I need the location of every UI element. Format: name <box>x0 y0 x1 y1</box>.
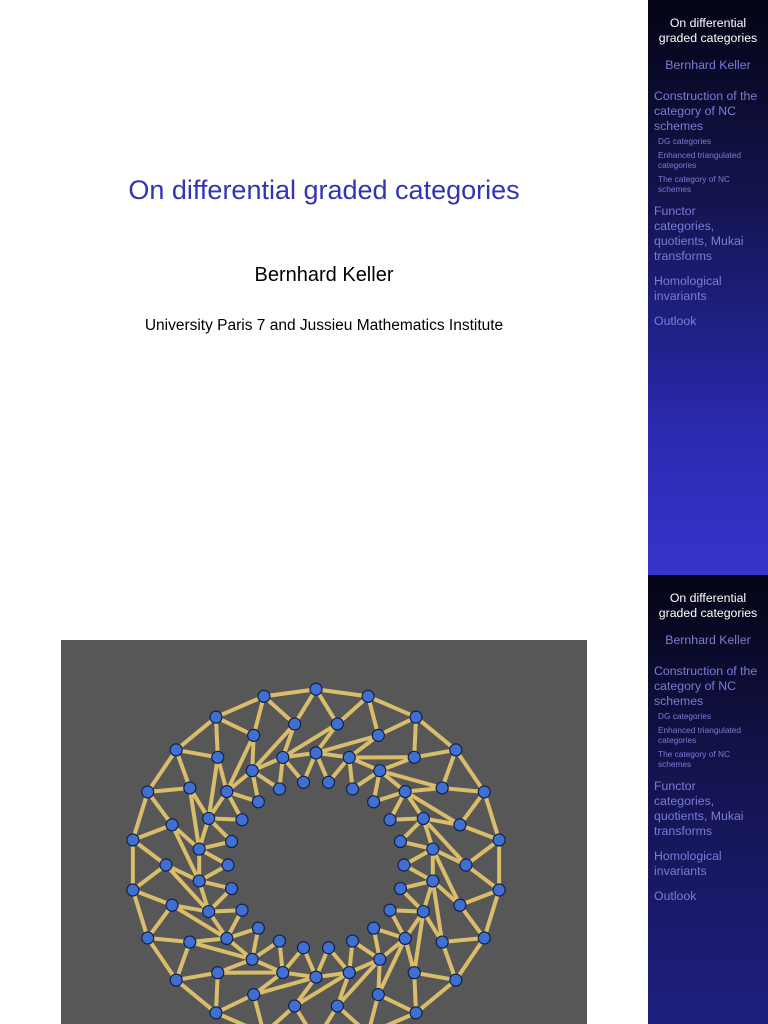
lattice-rod <box>216 1013 264 1024</box>
lattice-node <box>408 967 420 979</box>
lattice-node <box>410 711 422 723</box>
sidebar-item-label: category of NC <box>654 679 737 693</box>
sidebar-title[interactable] <box>648 575 768 620</box>
lattice-node <box>331 1000 343 1012</box>
lattice-node <box>248 989 260 1001</box>
lattice-rod <box>316 689 368 696</box>
lattice-node <box>226 835 238 847</box>
lattice-rod <box>456 938 484 980</box>
sidebar-item-label: categories, <box>654 794 715 808</box>
sidebar-sections <box>648 89 768 329</box>
sidebar-item-label: categories, <box>654 219 715 233</box>
lattice-rod <box>216 696 264 717</box>
torus-lattice-figure <box>61 640 587 1024</box>
sidebar-item-label: Functor <box>654 779 696 793</box>
lattice-node <box>347 935 359 947</box>
sidebar-item-label: transforms <box>654 824 713 838</box>
sidebar-title-line: On differential <box>669 16 747 30</box>
sidebar-item-label: schemes <box>654 694 704 708</box>
lattice-node <box>331 718 343 730</box>
sidebar-item-construction[interactable] <box>654 664 764 769</box>
lattice-node <box>398 859 410 871</box>
lattice-node <box>310 747 322 759</box>
lattice-node <box>374 953 386 965</box>
sidebar-subitem-label: categories <box>658 160 697 170</box>
sidebar-subitem-dg-categories[interactable] <box>658 136 764 146</box>
lattice-node <box>454 899 466 911</box>
lattice-node <box>127 884 139 896</box>
lattice-node <box>460 859 472 871</box>
lattice-node <box>252 796 264 808</box>
lattice-node <box>478 786 490 798</box>
lattice-node <box>166 899 178 911</box>
lattice-node <box>310 683 322 695</box>
sidebar-item-outlook[interactable] <box>654 889 764 904</box>
lattice-node <box>384 814 396 826</box>
lattice-node <box>203 812 215 824</box>
lattice-node <box>258 690 270 702</box>
lattice-node <box>399 786 411 798</box>
sidebar-subitem-dg-categories[interactable] <box>658 711 764 721</box>
lattice-node <box>127 834 139 846</box>
lattice-node <box>212 751 224 763</box>
lattice-rod <box>148 938 176 980</box>
lattice-node <box>372 729 384 741</box>
lattice-node <box>246 765 258 777</box>
sidebar-subitem-enhanced-triangulated[interactable] <box>658 150 764 170</box>
sidebar-item-label: Homological <box>654 849 722 863</box>
lattice-rod <box>416 980 456 1013</box>
sidebar-item-label: schemes <box>654 119 704 133</box>
lattice-node <box>343 751 355 763</box>
sidebar-subitem-label: The category of NC <box>658 749 730 759</box>
lattice-node <box>368 796 380 808</box>
lattice-rod <box>227 735 254 791</box>
lattice-node <box>222 859 234 871</box>
sidebar-item-label: transforms <box>654 249 713 263</box>
lattice-rod <box>148 750 176 792</box>
sidebar-item-label: Outlook <box>654 889 697 903</box>
lattice-node <box>273 783 285 795</box>
sidebar-item-label: Homological <box>654 274 722 288</box>
sidebar-subitem-nc-schemes[interactable] <box>658 749 764 769</box>
lattice-node <box>212 967 224 979</box>
lattice-rod <box>484 792 499 840</box>
sidebar-item-construction[interactable] <box>654 89 764 194</box>
lattice-node <box>368 922 380 934</box>
lattice-node <box>277 751 289 763</box>
lattice-node <box>493 884 505 896</box>
lattice-node <box>493 834 505 846</box>
lattice-rod <box>484 890 499 938</box>
lattice-node <box>221 786 233 798</box>
lattice-node <box>170 974 182 986</box>
lattice-node <box>450 974 462 986</box>
sidebar-item-label: quotients, Mukai <box>654 234 744 248</box>
sidebar-subitem-label: The category of NC <box>658 174 730 184</box>
sidebar-item-homological-invariants[interactable] <box>654 849 764 879</box>
lattice-node <box>417 906 429 918</box>
lattice-node <box>226 883 238 895</box>
slide-main <box>0 575 648 1024</box>
lattice-node <box>166 819 178 831</box>
lattice-node <box>436 782 448 794</box>
lattice-node <box>410 1007 422 1019</box>
torus-lattice-icon <box>61 640 587 1024</box>
lattice-rod <box>176 717 216 750</box>
sidebar-item-homological-invariants[interactable] <box>654 274 764 304</box>
navigation-sidebar <box>648 0 768 575</box>
lattice-node <box>427 875 439 887</box>
lattice-node <box>478 932 490 944</box>
lattice-node <box>394 883 406 895</box>
lattice-node <box>323 776 335 788</box>
slide-institution: University Paris 7 and Jussieu Mathematics Institute <box>144 317 504 334</box>
lattice-rod <box>264 689 316 696</box>
lattice-node <box>454 819 466 831</box>
lattice-node <box>142 932 154 944</box>
sidebar-item-label: Outlook <box>654 314 697 328</box>
lattice-node <box>372 989 384 1001</box>
sidebar-title-line: graded categories <box>658 605 758 620</box>
sidebar-item-outlook[interactable] <box>654 314 764 329</box>
lattice-rod <box>133 792 148 840</box>
lattice-node <box>142 786 154 798</box>
lattice-node <box>273 935 285 947</box>
lattice-node <box>436 936 448 948</box>
lattice-node <box>170 744 182 756</box>
sidebar-subitem-label: DG categories <box>658 711 712 721</box>
lattice-node <box>310 971 322 983</box>
lattice-node <box>417 812 429 824</box>
sidebar-subitem-label: DG categories <box>658 136 712 146</box>
figure-slide <box>0 575 768 1024</box>
sidebar-subitem-label: schemes <box>658 184 692 194</box>
lattice-node <box>236 904 248 916</box>
sidebar-subsections <box>658 711 764 769</box>
sidebar-item-label: invariants <box>654 289 707 303</box>
sidebar-item-label: Construction of the <box>654 664 758 678</box>
sidebar-sections <box>648 664 768 904</box>
sidebar-item-label: quotients, Mukai <box>654 809 744 823</box>
sidebar-subitem-label: schemes <box>658 759 692 769</box>
sidebar-subitem-enhanced-triangulated[interactable] <box>658 725 764 745</box>
sidebar-author[interactable]: Bernhard Keller <box>665 633 751 647</box>
lattice-node <box>277 967 289 979</box>
slide-author: Bernhard Keller <box>254 264 394 286</box>
lattice-node <box>289 718 301 730</box>
lattice-node <box>252 922 264 934</box>
lattice-node <box>184 936 196 948</box>
lattice-node <box>297 776 309 788</box>
sidebar-title-line: graded categories <box>658 30 758 45</box>
lattice-rod <box>456 750 484 792</box>
sidebar-subitem-nc-schemes[interactable] <box>658 174 764 194</box>
lattice-node <box>374 765 386 777</box>
lattice-node <box>210 711 222 723</box>
lattice-node <box>221 932 233 944</box>
lattice-node <box>362 690 374 702</box>
lattice-node <box>427 843 439 855</box>
sidebar-item-label: Construction of the <box>654 89 758 103</box>
lattice-rod <box>416 717 456 750</box>
lattice-rod <box>368 1013 416 1024</box>
lattice-node <box>297 942 309 954</box>
lattice-rod <box>176 980 216 1013</box>
lattice-node <box>160 859 172 871</box>
lattice-node <box>347 783 359 795</box>
lattice-node <box>184 782 196 794</box>
sidebar-item-functor-categories[interactable] <box>654 779 764 839</box>
lattice-node <box>450 744 462 756</box>
sidebar-item-label: invariants <box>654 864 707 878</box>
sidebar-subitem-label: categories <box>658 735 697 745</box>
slide-main <box>0 0 648 575</box>
sidebar-title[interactable] <box>648 0 768 45</box>
sidebar-item-label: category of NC <box>654 104 737 118</box>
lattice-node <box>236 814 248 826</box>
lattice-node <box>248 729 260 741</box>
lattice-node <box>203 906 215 918</box>
lattice-node <box>343 967 355 979</box>
sidebar-subitem-label: Enhanced triangulated <box>658 150 742 160</box>
sidebar-title-line: On differential <box>669 591 747 605</box>
sidebar-author[interactable]: Bernhard Keller <box>665 58 751 72</box>
lattice-rod <box>378 938 405 994</box>
navigation-sidebar <box>648 575 768 1024</box>
sidebar-subsections <box>658 136 764 194</box>
sidebar-item-label: Functor <box>654 204 696 218</box>
lattice-node <box>210 1007 222 1019</box>
lattice-rod <box>368 696 416 717</box>
lattice-node <box>193 875 205 887</box>
slide-title: On differential graded categories <box>128 175 520 205</box>
sidebar-subitem-label: Enhanced triangulated <box>658 725 742 735</box>
lattice-node <box>408 751 420 763</box>
lattice-node <box>193 843 205 855</box>
lattice-node <box>289 1000 301 1012</box>
lattice-node <box>394 835 406 847</box>
lattice-node <box>246 953 258 965</box>
lattice-node <box>384 904 396 916</box>
sidebar-item-functor-categories[interactable] <box>654 204 764 264</box>
lattice-rod <box>133 890 148 938</box>
lattice-node <box>399 932 411 944</box>
lattice-node <box>323 942 335 954</box>
